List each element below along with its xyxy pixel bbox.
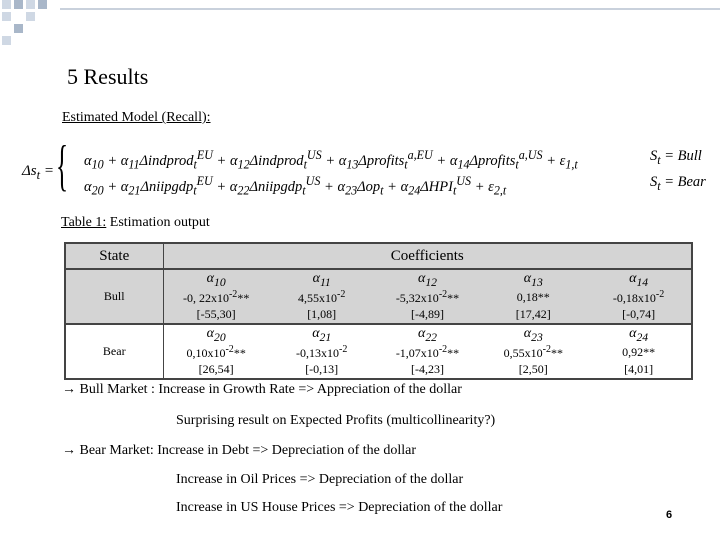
coef-value: $-0,18x10^{-2}$ [586, 289, 692, 306]
coef-symbol: $\alpha_{21}$ [269, 324, 375, 344]
note-expected-profits: Surprising result on Expected Profits (multicollinearity?) [176, 413, 496, 428]
table-caption-label: Table 1: [61, 215, 107, 230]
estimation-table [64, 242, 693, 380]
coef-symbol: $\alpha_{11}$ [269, 269, 375, 289]
header-coefficients: Coefficients [163, 243, 692, 269]
condition-bear: $S_t$ = Bear [650, 174, 706, 193]
recall-heading: Estimated Model (Recall): [62, 110, 211, 125]
slide-title: 5 Results [67, 64, 149, 89]
note-house-prices: Increase in US House Prices => Depreciation of the dollar [176, 500, 503, 515]
coef-symbol: $\alpha_{14}$ [586, 269, 692, 289]
coef-interval: [-0,13] [305, 362, 339, 376]
equation-brace: { [56, 135, 69, 197]
coef-symbol: $\alpha_{23}$ [480, 324, 586, 344]
coef-symbol: $\alpha_{20}$ [163, 324, 269, 344]
model-equation [14, 135, 714, 200]
coef-symbol: $\alpha_{10}$ [163, 269, 269, 289]
note-oil-prices: Increase in Oil Prices => Depreciation of the dollar [176, 472, 464, 487]
table-caption-text: Estimation output [106, 215, 210, 230]
coef-value: -0, $22x10^{-2}**$ [163, 289, 269, 306]
table-row [65, 269, 692, 289]
coef-interval: [-4,23] [410, 362, 444, 376]
coef-interval: [4,01] [624, 362, 654, 376]
coef-symbol: $\alpha_{24}$ [586, 324, 692, 344]
coef-interval: [2,50] [518, 362, 548, 376]
corner-decoration [0, 0, 60, 46]
coef-value: $0,55x10^{-2}**$ [503, 344, 563, 360]
page-number: 6 [666, 509, 673, 521]
coef-value: 0,92** [622, 345, 656, 359]
coef-symbol: $\alpha_{22}$ [375, 324, 481, 344]
coef-interval: [17,42] [480, 306, 586, 324]
coef-value: $-5,32x10^{-2}**$ [375, 289, 481, 306]
coef-symbol: $\alpha_{12}$ [375, 269, 481, 289]
coef-interval: [26,54] [198, 362, 234, 376]
note-bear-market: → Bear Market: Increase in Debt => Depreciation of the dollar [62, 443, 416, 458]
coef-value: 0,18** [480, 289, 586, 306]
header-state: State [65, 243, 163, 269]
coef-value: $-0,13x10^{-2}$ [296, 344, 348, 360]
table-caption [61, 215, 210, 231]
coef-value: $-1,07x10^{-2}**$ [395, 344, 460, 360]
coef-value: $0,10x10^{-2}**$ [186, 344, 246, 360]
state-bear: Bear [65, 324, 163, 379]
coef-interval: [1,08] [269, 306, 375, 324]
header-rule [60, 8, 720, 10]
coef-interval: [-0,74] [586, 306, 692, 324]
state-bull: Bull [65, 269, 163, 324]
table-row [65, 324, 692, 344]
equation-bear-line: $\alpha_{20}$ + $\alpha_{21}\Delta niipgdp_t^{EU}$ + $\alpha_{22}\Delta niipgdp_t^{US} + \alpha_{23}\Delta op_t + \alpha_{24}\Delta HPI_t^{US} + \varepsilon_{2,t}$ [84, 174, 507, 198]
equation-lhs: $\Delta s_t$ = [22, 163, 55, 182]
coef-value: $4,55x10^{-2}$ [269, 289, 375, 306]
coef-symbol: $\alpha_{13}$ [480, 269, 586, 289]
condition-bull: $S_t$ = Bull [650, 148, 702, 167]
note-bull-market: → Bull Market : Increase in Growth Rate => Appreciation of the dollar [62, 382, 462, 397]
coef-interval: [-4,89] [375, 306, 481, 324]
coef-interval: [-55,30] [163, 306, 269, 324]
table-header-row [65, 243, 692, 269]
equation-bull-line: $\alpha_{10}$ + $\alpha_{11}\Delta indprod_t^{EU}$ + $\alpha_{12}\Delta indprod_t^{US}$ + $\alpha_{13}\Delta profits_t^{a,EU}$ + $\alpha_{14}\Delta profits_t^{a,US} + \varepsilon_{1,t}$ [84, 148, 578, 172]
